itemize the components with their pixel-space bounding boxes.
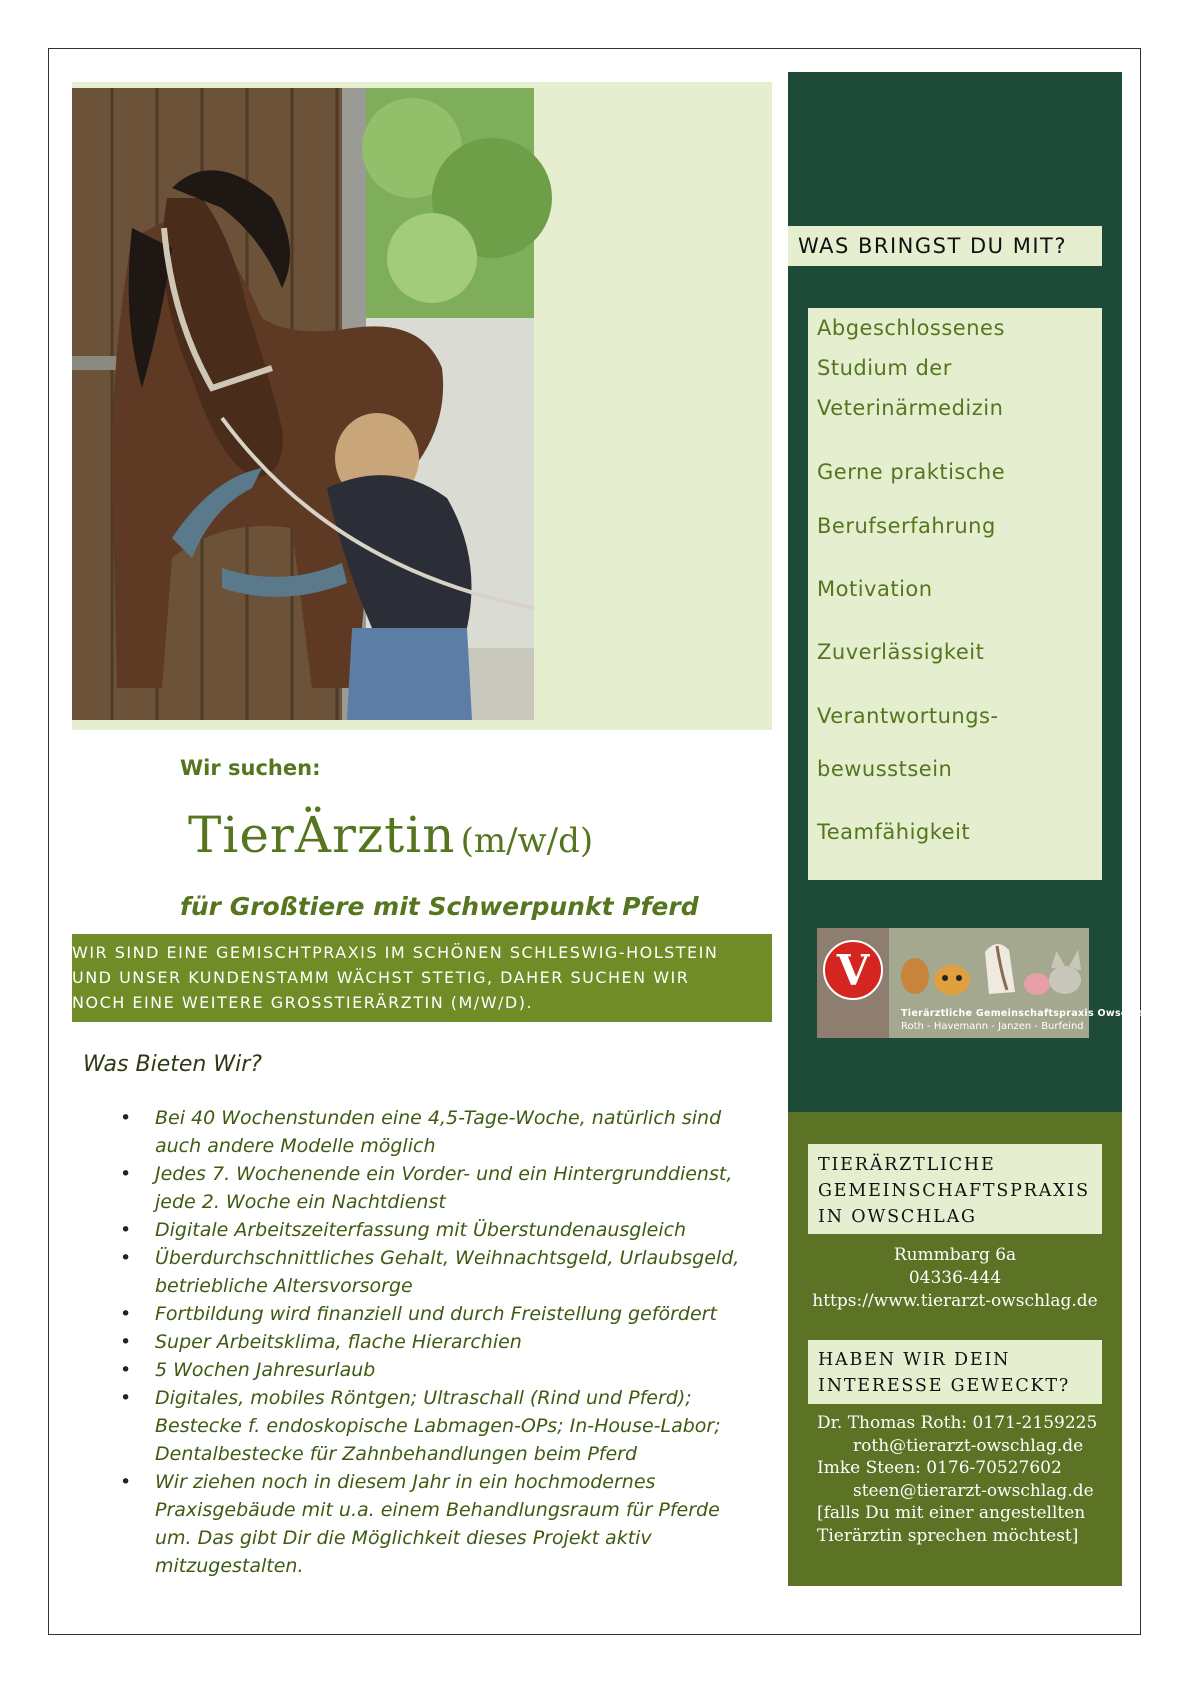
address-heading-line: IN OWSCHLAG bbox=[818, 1207, 977, 1227]
job-title bbox=[188, 806, 593, 864]
address-website-link[interactable]: https://www.tierarzt-owschlag.de bbox=[812, 1291, 1098, 1311]
list-item bbox=[116, 1384, 761, 1468]
requirement-line: Gerne praktische bbox=[817, 460, 1006, 484]
intro-banner bbox=[72, 934, 772, 1022]
practice-logo bbox=[817, 928, 1152, 1038]
bullet: • bbox=[120, 1331, 132, 1353]
contact-steen[interactable]: Imke Steen: 0176-70527602 bbox=[817, 1458, 1062, 1479]
list-item bbox=[116, 1160, 761, 1216]
requirement-line: Abgeschlossenes bbox=[817, 316, 1005, 340]
requirement-line: Verantwortungs- bbox=[817, 704, 999, 728]
bullet: • bbox=[120, 1303, 132, 1325]
address-street: Rummbarg 6a bbox=[893, 1245, 1017, 1265]
list-item bbox=[116, 1328, 761, 1356]
list-item-text: Super Arbeitsklima, flache Hierarchien bbox=[155, 1331, 522, 1353]
banner-line: NOCH EINE WEITERE GROSSTIERÄRZTIN (M/W/D). bbox=[72, 993, 534, 1012]
job-subtitle: für Großtiere mit Schwerpunkt Pferd bbox=[180, 892, 699, 921]
address-heading-line: GEMEINSCHAFTSPRAXIS bbox=[818, 1181, 1090, 1201]
we-are-looking-label: Wir suchen: bbox=[180, 756, 321, 780]
list-item bbox=[116, 1104, 761, 1160]
requirement-line: bewusstsein bbox=[817, 757, 953, 781]
offers-list bbox=[116, 1104, 761, 1580]
bullet: • bbox=[120, 1247, 132, 1269]
list-item-text: 5 Wochen Jahresurlaub bbox=[155, 1359, 376, 1381]
requirement-line: Zuverlässigkeit bbox=[817, 640, 985, 664]
list-item bbox=[116, 1468, 761, 1580]
list-item-text: Wir ziehen noch in diesem Jahr in ein hochmodernes Praxisgebäude mit u.a. einem Behandlungsraum für Pferde um. Das gibt Dir die Möglichkeit dieses Projekt aktiv mitzugestalten. bbox=[155, 1471, 720, 1577]
requirement-line: Veterinärmedizin bbox=[817, 396, 1004, 420]
interest-heading-line: INTERESSE GEWECKT? bbox=[818, 1376, 1071, 1396]
animals-icon bbox=[897, 932, 1087, 1004]
address-heading bbox=[808, 1144, 1102, 1234]
email-roth-link[interactable]: roth@tierarzt-owschlag.de bbox=[853, 1435, 1084, 1456]
horse-photo bbox=[72, 88, 534, 720]
job-title-gender: (m/w/d) bbox=[460, 821, 594, 861]
email-steen-link[interactable]: steen@tierarzt-owschlag.de bbox=[853, 1480, 1094, 1501]
contact-note: [falls Du mit einer angestellten bbox=[817, 1503, 1086, 1524]
contact-roth[interactable]: Dr. Thomas Roth: 0171-2159225 bbox=[817, 1413, 1098, 1433]
contact-block bbox=[817, 1412, 1107, 1548]
bullet: • bbox=[120, 1359, 132, 1381]
vet-v-icon: V bbox=[823, 940, 883, 1000]
interest-heading-line: HABEN WIR DEIN bbox=[818, 1350, 1011, 1370]
job-title-main: TierÄrztin bbox=[188, 806, 456, 864]
list-item bbox=[116, 1300, 761, 1328]
requirements-heading: WAS BRINGST DU MIT? bbox=[788, 226, 1102, 266]
bullet: • bbox=[120, 1471, 132, 1493]
requirement-line: Teamfähigkeit bbox=[817, 820, 971, 844]
list-item bbox=[116, 1356, 761, 1384]
address-block bbox=[808, 1244, 1102, 1313]
requirement-line: Berufserfahrung bbox=[817, 514, 996, 538]
list-item bbox=[116, 1216, 761, 1244]
requirement-line: Studium der bbox=[817, 356, 952, 380]
list-item-text: Bei 40 Wochenstunden eine 4,5-Tage-Woche, natürlich sind auch andere Modelle möglich bbox=[155, 1107, 722, 1157]
interest-heading bbox=[808, 1340, 1102, 1404]
banner-line: WIR SIND EINE GEMISCHTPRAXIS IM SCHÖNEN SCHLESWIG-HOLSTEIN bbox=[72, 943, 719, 962]
requirement-line: Motivation bbox=[817, 577, 933, 601]
address-heading-line: TIERÄRZTLICHE bbox=[818, 1155, 996, 1175]
list-item-text: Digitale Arbeitszeiterfassung mit Überstundenausgleich bbox=[155, 1219, 687, 1241]
bullet: • bbox=[120, 1107, 132, 1129]
address-phone[interactable]: 04336-444 bbox=[908, 1268, 1002, 1288]
bullet: • bbox=[120, 1163, 132, 1185]
list-item-text: Fortbildung wird finanziell und durch Freistellung gefördert bbox=[155, 1303, 717, 1325]
list-item-text: Jedes 7. Wochenende ein Vorder- und ein Hintergrunddienst, jede 2. Woche ein Nachtdienst bbox=[155, 1163, 733, 1213]
banner-line: UND UNSER KUNDENSTAMM WÄCHST STETIG, DAHER SUCHEN WIR bbox=[72, 968, 690, 987]
contact-note: Tierärztin sprechen möchtest] bbox=[817, 1525, 1079, 1546]
bullet: • bbox=[120, 1387, 132, 1409]
list-item-text: Digitales, mobiles Röntgen; Ultraschall (Rind und Pferd); Bestecke f. endoskopische Labmagen-OPs; In-House-Labor; Dentalbestecke für Zahnbehandlungen beim Pferd bbox=[155, 1387, 721, 1465]
bullet: • bbox=[120, 1219, 132, 1241]
offers-heading: Was Bieten Wir? bbox=[83, 1052, 262, 1077]
logo-name: Tierärztliche Gemeinschaftspraxis Owschlag bbox=[901, 1008, 1152, 1019]
list-item-text: Überdurchschnittliches Gehalt, Weihnachtsgeld, Urlaubsgeld, betriebliche Altersvorsorge bbox=[155, 1247, 740, 1297]
list-item bbox=[116, 1244, 761, 1300]
logo-partners: Roth - Havemann - Janzen - Burfeind bbox=[901, 1021, 1084, 1032]
